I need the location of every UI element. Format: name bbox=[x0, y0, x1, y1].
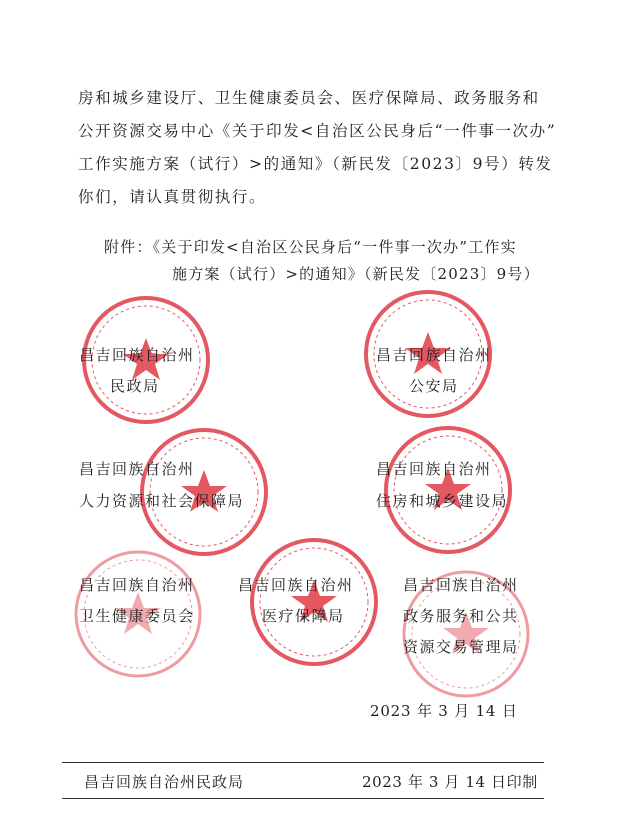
signatory-medical-security-line1: 昌吉回族自治州 bbox=[238, 576, 354, 594]
signatory-public-security-line2: 公安局 bbox=[409, 377, 459, 395]
signatory-public-security-line1: 昌吉回族自治州 bbox=[376, 346, 492, 364]
body-line-4: 你们，请认真贯彻执行。 bbox=[78, 188, 267, 206]
seal-medical-security bbox=[246, 534, 382, 670]
body-line-3: 工作实施方案（试行）>的通知》（新民发〔2023〕9号）转发 bbox=[78, 155, 553, 173]
signatory-housing-line1: 昌吉回族自治州 bbox=[376, 460, 492, 478]
signatory-health-line1: 昌吉回族自治州 bbox=[79, 576, 195, 594]
attachment-line-1: 附件：《关于印发<自治区公民身后“一件事一次办”工作实 bbox=[104, 238, 517, 256]
footer-top-rule bbox=[62, 762, 544, 763]
footer-print-date: 2023 年 3 月 14 日印制 bbox=[362, 773, 538, 791]
signatory-gov-services-line3: 资源交易管理局 bbox=[403, 638, 519, 656]
body-line-1: 房和城乡建设厅、卫生健康委员会、医疗保障局、政务服务和 bbox=[78, 89, 540, 107]
body-line-2: 公开资源交易中心《关于印发<自治区公民身后“一件事一次办” bbox=[78, 122, 557, 140]
signatory-gov-services-line2: 政务服务和公共 bbox=[403, 607, 519, 625]
signatory-civil-affairs-line2: 民政局 bbox=[110, 377, 160, 395]
signatory-civil-affairs-line1: 昌吉回族自治州 bbox=[79, 346, 195, 364]
footer-issuer: 昌吉回族自治州民政局 bbox=[84, 773, 245, 791]
signatory-hr-social-line1: 昌吉回族自治州 bbox=[79, 460, 195, 478]
attachment-line-2: 施方案（试行）>的通知》（新民发〔2023〕9号） bbox=[172, 265, 540, 283]
signatory-gov-services-line1: 昌吉回族自治州 bbox=[403, 576, 519, 594]
signatory-health-line2: 卫生健康委员会 bbox=[79, 607, 195, 625]
signatory-housing-line2: 住房和城乡建设局 bbox=[376, 492, 509, 510]
signatory-hr-social-line2: 人力资源和社会保障局 bbox=[79, 492, 245, 510]
signatory-medical-security-line2: 医疗保障局 bbox=[262, 607, 345, 625]
document-date: 2023 年 3 月 14 日 bbox=[370, 702, 518, 720]
footer-bottom-rule bbox=[62, 798, 544, 799]
